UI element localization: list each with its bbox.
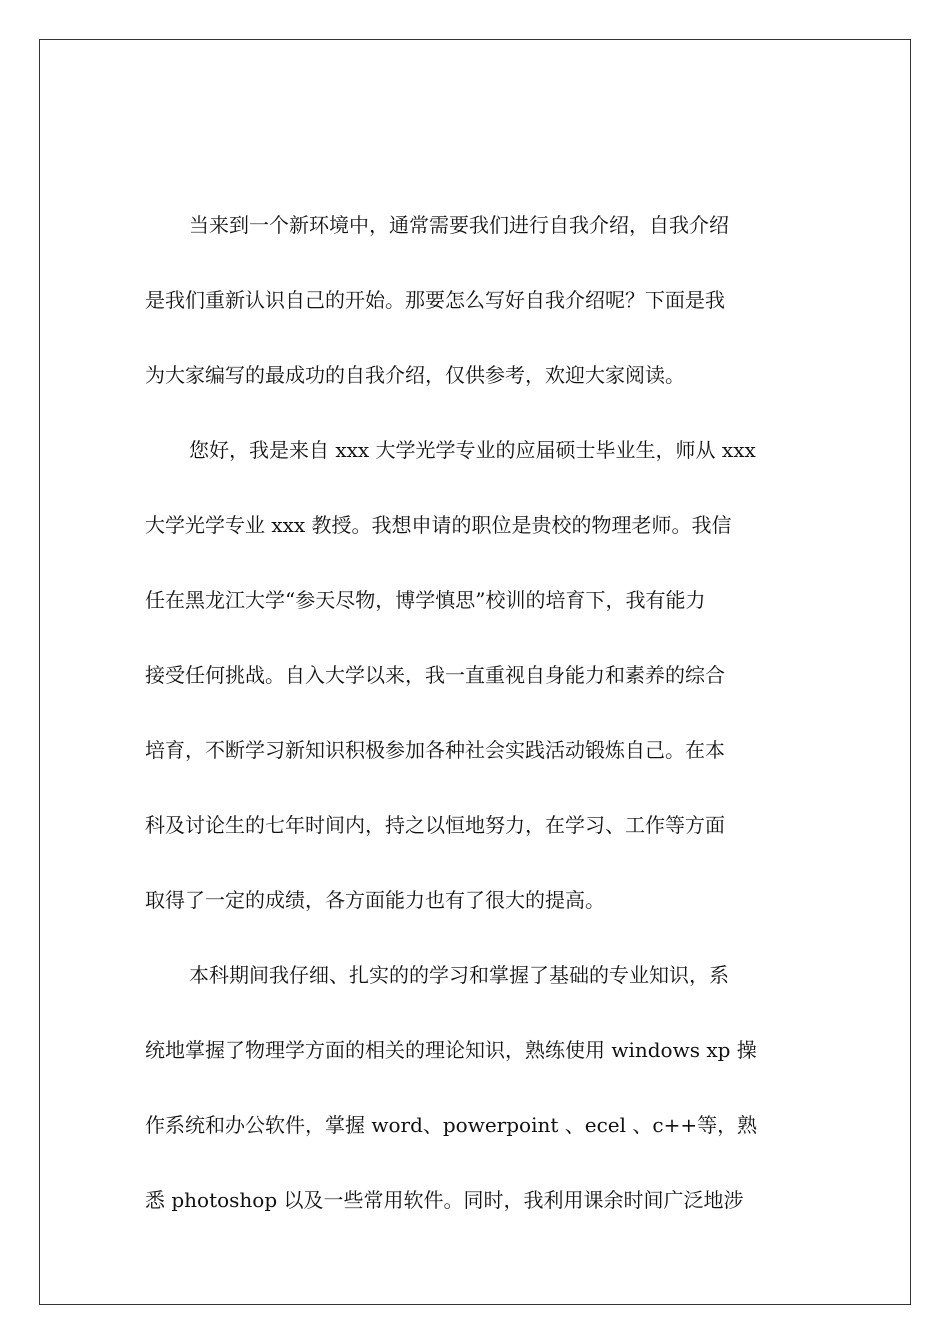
paragraph-3-line-2: 统地掌握了物理学方面的相关的理论知识，熟练使用 windows xp 操 [145, 1038, 757, 1062]
paragraph-1-line-1: 当来到一个新环境中，通常需要我们进行自我介绍，自我介绍 [189, 213, 729, 237]
paragraph-3-line-1: 本科期间我仔细、扎实的的学习和掌握了基础的专业知识，系 [189, 963, 729, 987]
paragraph-2-line-4: 接受任何挑战。自入大学以来，我一直重视自身能力和素养的综合 [145, 663, 725, 687]
paragraph-2-line-5: 培育，不断学习新知识积极参加各种社会实践活动锻炼自己。在本 [145, 738, 725, 762]
paragraph-2-line-6: 科及讨论生的七年时间内，持之以恒地努力，在学习、工作等方面 [145, 813, 725, 837]
paragraph-2-line-3: 任在黑龙江大学“参天尽物，博学慎思”校训的培育下，我有能力 [145, 588, 706, 612]
paragraph-2-line-2: 大学光学专业 xxx 教授。我想申请的职位是贵校的物理老师。我信 [145, 513, 732, 537]
paragraph-2-line-1: 您好，我是来自 xxx 大学光学专业的应届硕士毕业生，师从 xxx [189, 438, 756, 462]
paragraph-3-line-3: 作系统和办公软件，掌握 word、powerpoint 、ecel 、c++等，熟 [145, 1113, 758, 1137]
paragraph-1-line-3: 为大家编写的最成功的自我介绍，仅供参考，欢迎大家阅读。 [145, 363, 685, 387]
paragraph-3-line-4: 悉 photoshop 以及一些常用软件。同时，我利用课余时间广泛地涉 [145, 1188, 744, 1212]
paragraph-1-line-2: 是我们重新认识自己的开始。那要怎么写好自我介绍呢？下面是我 [145, 288, 725, 312]
paragraph-2-line-7: 取得了一定的成绩，各方面能力也有了很大的提高。 [145, 888, 605, 912]
